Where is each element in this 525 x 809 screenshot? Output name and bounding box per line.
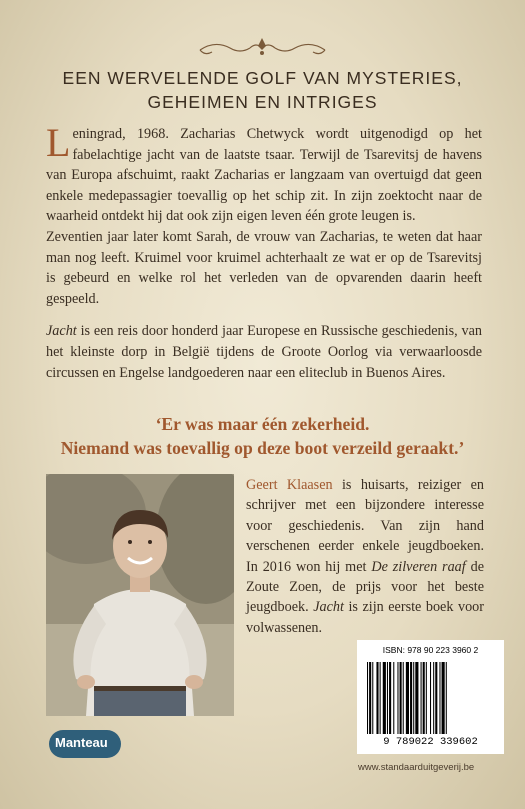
publisher-website: www.standaarduitgeverij.be	[358, 762, 475, 773]
blurb-paragraph-1	[46, 120, 482, 227]
author-bio	[246, 475, 484, 638]
blurb-paragraph-3-text: is een reis door honderd jaar Europese en Russische geschiedenis, van het kleinste dorp in België tijdens de Groote Oorlog via verwaarloosde circussen en Engelse landgoederen naar een eliteclub in Buenos Aires.	[46, 323, 482, 381]
headline	[40, 66, 485, 114]
barcode-bar	[393, 662, 394, 734]
flourish-ornament-icon	[0, 34, 525, 64]
headline-line-2: GEHEIMEN EN INTRIGES	[147, 92, 378, 112]
barcode-bar	[387, 662, 388, 734]
barcode-number: 9 789022 339602	[383, 736, 478, 748]
barcode-bar	[423, 662, 425, 734]
pull-quote-line-1: ‘Er was maar één zekerheid.	[155, 414, 370, 434]
drop-cap: L	[46, 120, 71, 165]
barcode-bar	[372, 662, 373, 734]
book-title: Jacht	[46, 323, 77, 340]
author-name: Geert Klaasen	[246, 477, 333, 493]
bio-text-1: is huisarts, reiziger en schrijver met een bijzondere interesse voor geschiedenis. Van zijn hand verschenen eerder enkele jeugdboeken. In 2016 won hij met	[246, 477, 484, 575]
barcode-bar	[380, 662, 381, 734]
isbn-label: ISBN: 978 90 223 3960 2	[382, 645, 479, 655]
blurb-paragraph-1-text: eningrad, 1968. Zacharias Chetwyck wordt uitgenodigd op het fabelachtige jacht van de laatste tsaar. Terwijl de Tsarevitsj de havens van Europa afschuimt, raakt Zacharias er langzaam van overtuigd dat geen enkele medepassagier toevallig op het schip zit. In zijn zoektocht naar de waarheid ontdekt hij dat ook zijn eigen leven één grote leugen is.	[46, 126, 482, 225]
bio-book-title: Jacht	[313, 599, 344, 616]
barcode-bars	[367, 662, 496, 734]
publisher-logo-text: Manteau	[55, 735, 108, 750]
bio-text-2: de Zoute Zoen, de prijs voor het beste jeugdboek.	[246, 558, 484, 616]
pull-quote-line-2: Niemand was toevallig op deze boot verzeild geraakt.’	[60, 438, 465, 458]
barcode-bar	[446, 662, 447, 734]
blurb-paragraph-3	[46, 321, 482, 383]
author-photo	[46, 474, 234, 716]
barcode-bar	[406, 662, 409, 734]
barcode-bar	[430, 662, 431, 734]
barcode-bar	[442, 662, 445, 734]
barcode-bar	[426, 662, 427, 734]
barcode-bar	[410, 662, 412, 734]
barcode-bar	[389, 662, 391, 734]
pull-quote	[20, 412, 505, 460]
barcode-bar	[400, 662, 402, 734]
blurb-paragraph-2: Zeventien jaar later komt Sarah, de vrouw van Zacharias, te weten dat haar man nog leeft. Kruimel voor kruimel achterhaalt ze wat er op de Tsarevitsj is gebeurd en welke rol het verleden van de opvarenden daarin heeft gespeeld.	[46, 228, 482, 307]
headline-line-1: EEN WERVELENDE GOLF VAN MYSTERIES,	[62, 68, 463, 88]
blurb-text	[46, 120, 482, 383]
barcode	[357, 640, 504, 754]
award-book-title: De zilveren raaf	[371, 558, 466, 575]
barcode-bar	[415, 662, 418, 734]
barcode-bar	[383, 662, 386, 734]
barcode-bar	[397, 662, 398, 734]
barcode-bar	[421, 662, 422, 734]
barcode-bar	[413, 662, 414, 734]
barcode-bar	[433, 662, 434, 734]
barcode-bar	[403, 662, 404, 734]
bio-text-3: is zijn eerste boek voor volwassenen.	[246, 599, 484, 636]
barcode-bar	[376, 662, 378, 734]
barcode-bar	[369, 662, 371, 734]
barcode-bar	[435, 662, 437, 734]
barcode-bar	[439, 662, 440, 734]
barcode-bar	[367, 662, 368, 734]
